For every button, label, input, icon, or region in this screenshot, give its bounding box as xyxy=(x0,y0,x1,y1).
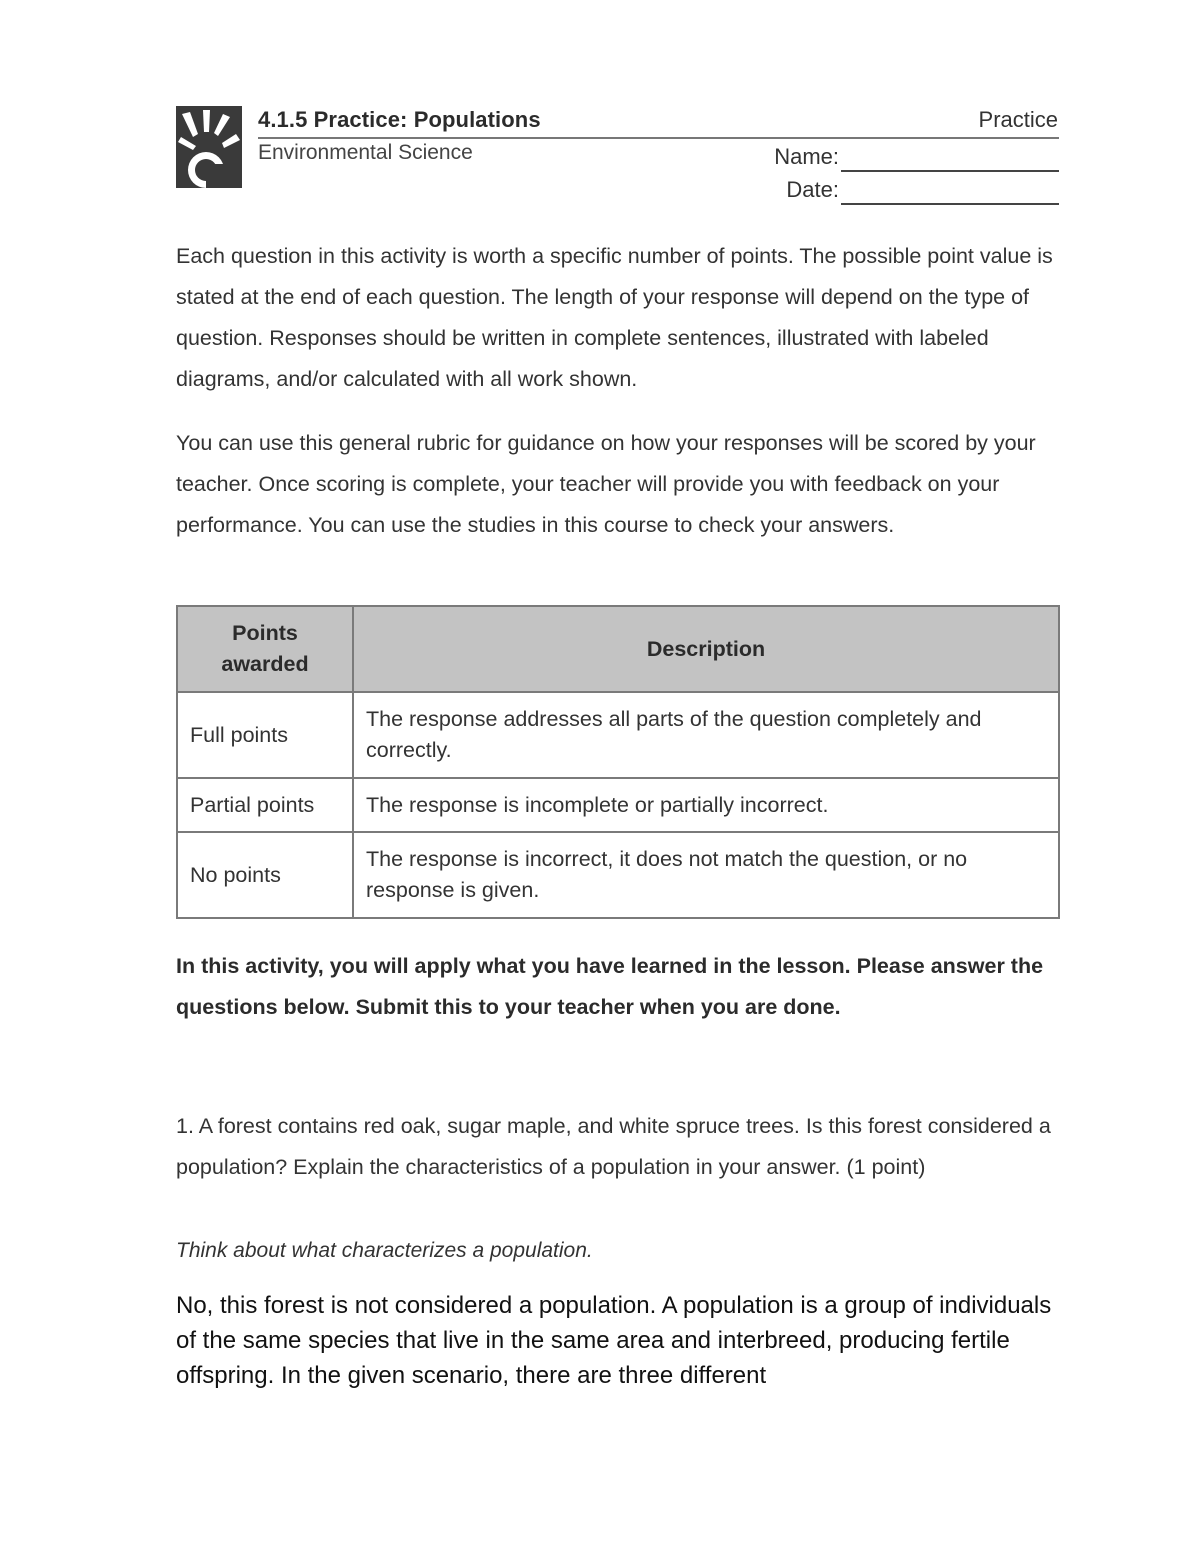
activity-instructions: In this activity, you will apply what you have learned in the lesson. Please answer the questions below. Submit this to your teacher when you are done. xyxy=(176,954,1044,1019)
intro-paragraph-2: You can use this general rubric for guidance on how your responses will be scored by your teacher. Once scoring is complete, your teacher will provide you with feedback on your performance. You can use the studies in this course to check your answers. xyxy=(176,431,1036,537)
table-row xyxy=(177,832,1059,918)
rubric-description-cell: The response is incomplete or partially incorrect. xyxy=(353,778,1059,832)
name-label: Name: xyxy=(774,144,839,169)
rubric-header-row xyxy=(177,606,1059,692)
course-subject: Environmental Science xyxy=(258,141,473,164)
date-line[interactable] xyxy=(841,203,1059,205)
rubric-header-description: Description xyxy=(353,606,1059,692)
rubric-table xyxy=(176,605,1060,919)
intro-paragraph-1: Each question in this activity is worth a specific number of points. The possible point value is stated at the end of each question. The length of your response will depend on the type of question. Responses should be written in complete sentences, illustrated with labeled diagrams, and/or calculated with all work shown. xyxy=(176,244,1053,391)
rubric-points-cell: No points xyxy=(177,832,353,918)
name-field[interactable] xyxy=(760,144,1059,174)
header-divider xyxy=(258,137,1059,139)
document-type-label: Practice xyxy=(978,107,1058,132)
name-line[interactable] xyxy=(841,170,1059,172)
rubric-header-points: Points awarded xyxy=(177,606,353,692)
document-title: 4.1.5 Practice: Populations xyxy=(258,107,541,132)
table-row xyxy=(177,692,1059,778)
question-1-hint: Think about what characterizes a population. xyxy=(176,1239,593,1262)
rubric-points-cell: Full points xyxy=(177,692,353,778)
date-field[interactable] xyxy=(760,177,1059,207)
table-row xyxy=(177,778,1059,832)
question-1-text: 1. A forest contains red oak, sugar maple, and white spruce trees. Is this forest considered a population? Explain the characteristics of a population in your answer. (1 point) xyxy=(176,1114,1051,1179)
rubric-description-cell: The response is incorrect, it does not match the question, or no response is given. xyxy=(353,832,1059,918)
rubric-points-cell: Partial points xyxy=(177,778,353,832)
question-1-answer[interactable]: No, this forest is not considered a population. A population is a group of individuals of the same species that live in the same area and interbreed, producing fertile offspring. In the given scenario, there are three different xyxy=(176,1292,1052,1389)
rubric-description-cell: The response addresses all parts of the question completely and correctly. xyxy=(353,692,1059,778)
date-label: Date: xyxy=(786,177,839,202)
sunburst-logo-icon xyxy=(176,106,242,188)
